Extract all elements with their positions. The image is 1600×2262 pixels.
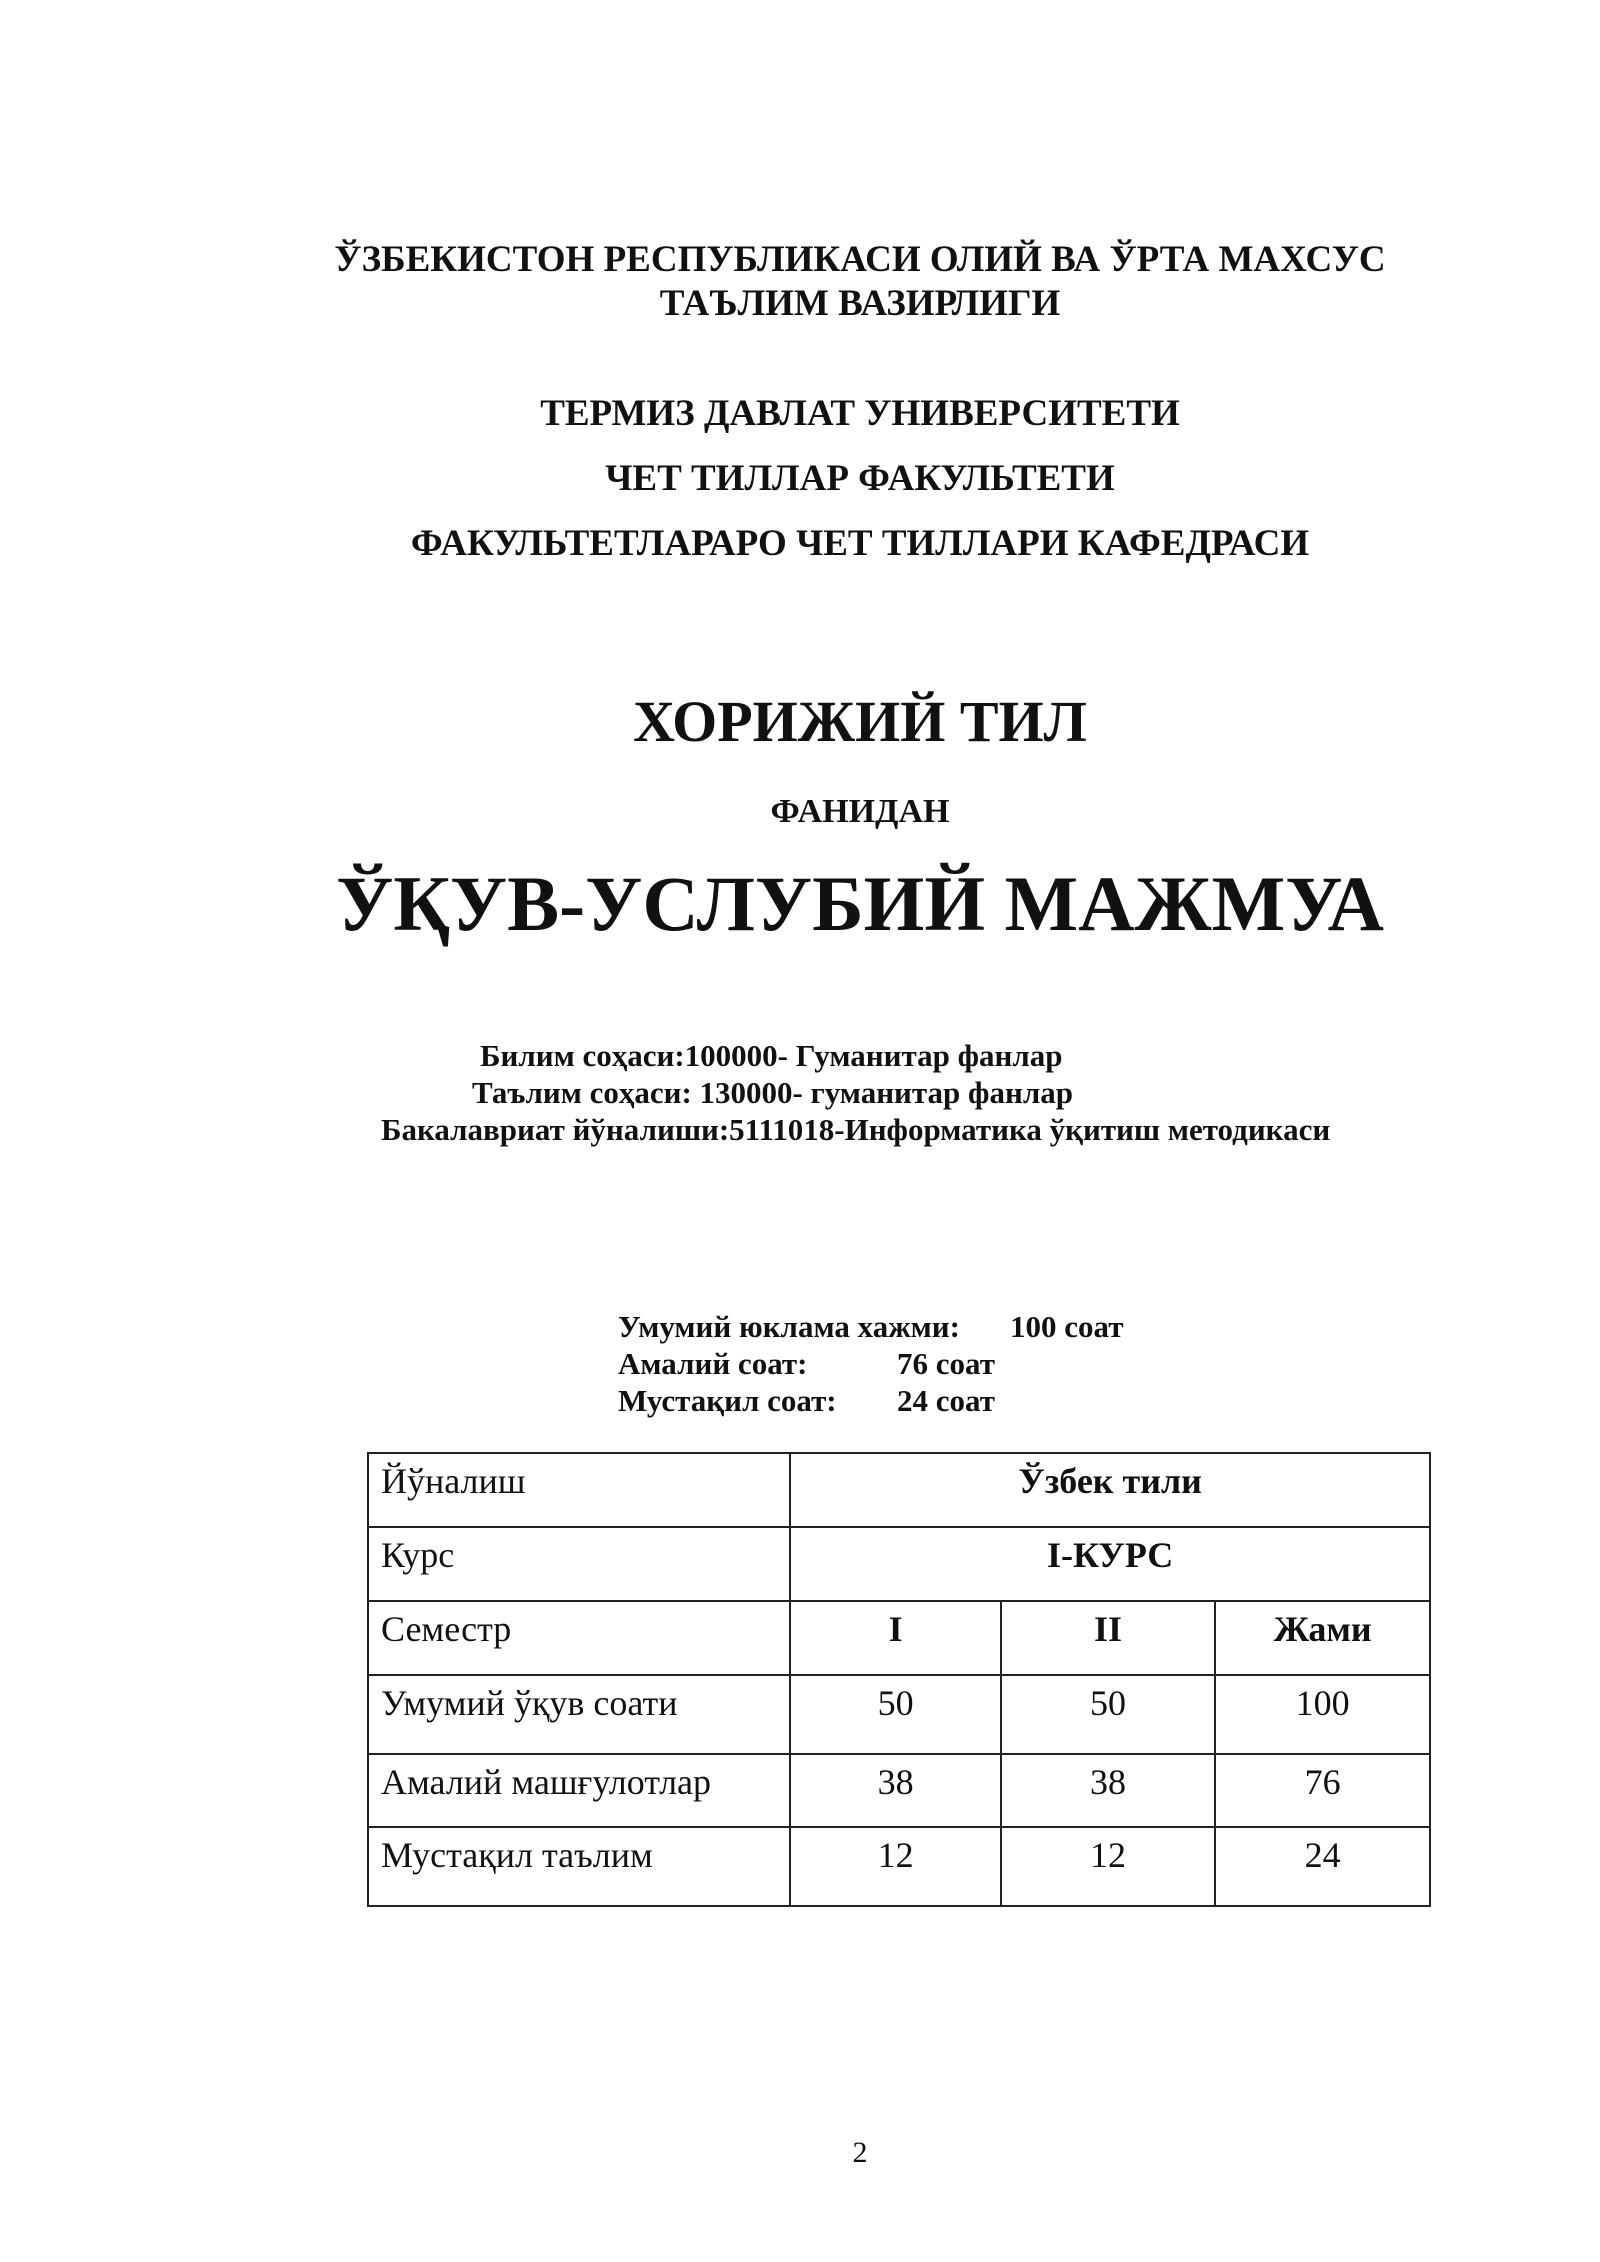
education-area: Таълим соҳаси: 130000- гуманитар фанлар bbox=[472, 1075, 1073, 1110]
table-row bbox=[368, 1827, 1430, 1906]
row-value: 12 bbox=[790, 1827, 1000, 1906]
knowledge-area: Билим соҳаси:100000- Гуманитар фанлар bbox=[480, 1038, 1063, 1073]
row-value: 38 bbox=[1001, 1754, 1215, 1827]
row-value: 50 bbox=[1001, 1675, 1215, 1754]
row-label: Умумий ўқув соати bbox=[368, 1675, 790, 1754]
subject-suffix: ФАНИДАН bbox=[770, 793, 950, 830]
ministry-line-1: ЎЗБЕКИСТОН РЕСПУБЛИКАСИ ОЛИЙ ВА ЎРТА МАХСУС bbox=[334, 239, 1386, 280]
university-name: ТЕРМИЗ ДАВЛАТ УНИВЕРСИТЕТИ bbox=[540, 393, 1180, 434]
semester-header-1: I bbox=[790, 1601, 1000, 1675]
row-label: Мустақил таълим bbox=[368, 1827, 790, 1906]
row-value: 12 bbox=[1001, 1827, 1215, 1906]
row-value: 76 bbox=[1215, 1754, 1430, 1827]
load-practical-label: Амалий соат: bbox=[618, 1346, 808, 1381]
hours-table bbox=[367, 1452, 1431, 1907]
row-value: 100 bbox=[1215, 1675, 1430, 1754]
page-number: 2 bbox=[852, 2136, 868, 2169]
semester-header-total: Жами bbox=[1215, 1601, 1430, 1675]
row-value: 38 bbox=[790, 1754, 1000, 1827]
course-label: Курс bbox=[368, 1527, 790, 1601]
bachelor-direction: Бакалавриат йўналиши:5111018-Информатика ўқитиш методикаси bbox=[381, 1112, 1331, 1147]
course-value: I-КУРС bbox=[790, 1527, 1430, 1601]
document-type-title: ЎҚУВ-УСЛУБИЙ МАЖМУА bbox=[336, 860, 1384, 947]
load-independent-label: Мустақил соат: bbox=[618, 1383, 837, 1418]
row-label: Амалий машғулотлар bbox=[368, 1754, 790, 1827]
direction-value: Ўзбек тили bbox=[790, 1453, 1430, 1527]
table-row bbox=[368, 1675, 1430, 1754]
table-row-semester bbox=[368, 1601, 1430, 1675]
table-row bbox=[368, 1754, 1430, 1827]
subject-title: ХОРИЖИЙ ТИЛ bbox=[633, 689, 1087, 754]
table-row-direction bbox=[368, 1453, 1430, 1527]
semester-header-2: II bbox=[1001, 1601, 1215, 1675]
load-total-value: 100 соат bbox=[1010, 1309, 1124, 1344]
table-row-course bbox=[368, 1527, 1430, 1601]
load-total-label: Умумий юклама хажми: bbox=[618, 1309, 960, 1344]
load-independent-value: 24 соат bbox=[897, 1383, 995, 1418]
semester-label: Семестр bbox=[368, 1601, 790, 1675]
direction-label: Йўналиш bbox=[368, 1453, 790, 1527]
ministry-line-2: ТАЪЛИМ ВАЗИРЛИГИ bbox=[659, 283, 1061, 324]
load-practical-value: 76 соат bbox=[897, 1346, 995, 1381]
row-value: 50 bbox=[790, 1675, 1000, 1754]
row-value: 24 bbox=[1215, 1827, 1430, 1906]
department-name: ФАКУЛЬТЕТЛАРАРО ЧЕТ ТИЛЛАРИ КАФЕДРАСИ bbox=[410, 523, 1310, 564]
faculty-name: ЧЕТ ТИЛЛАР ФАКУЛЬТЕТИ bbox=[605, 458, 1115, 499]
ministry-heading bbox=[0, 238, 1600, 326]
